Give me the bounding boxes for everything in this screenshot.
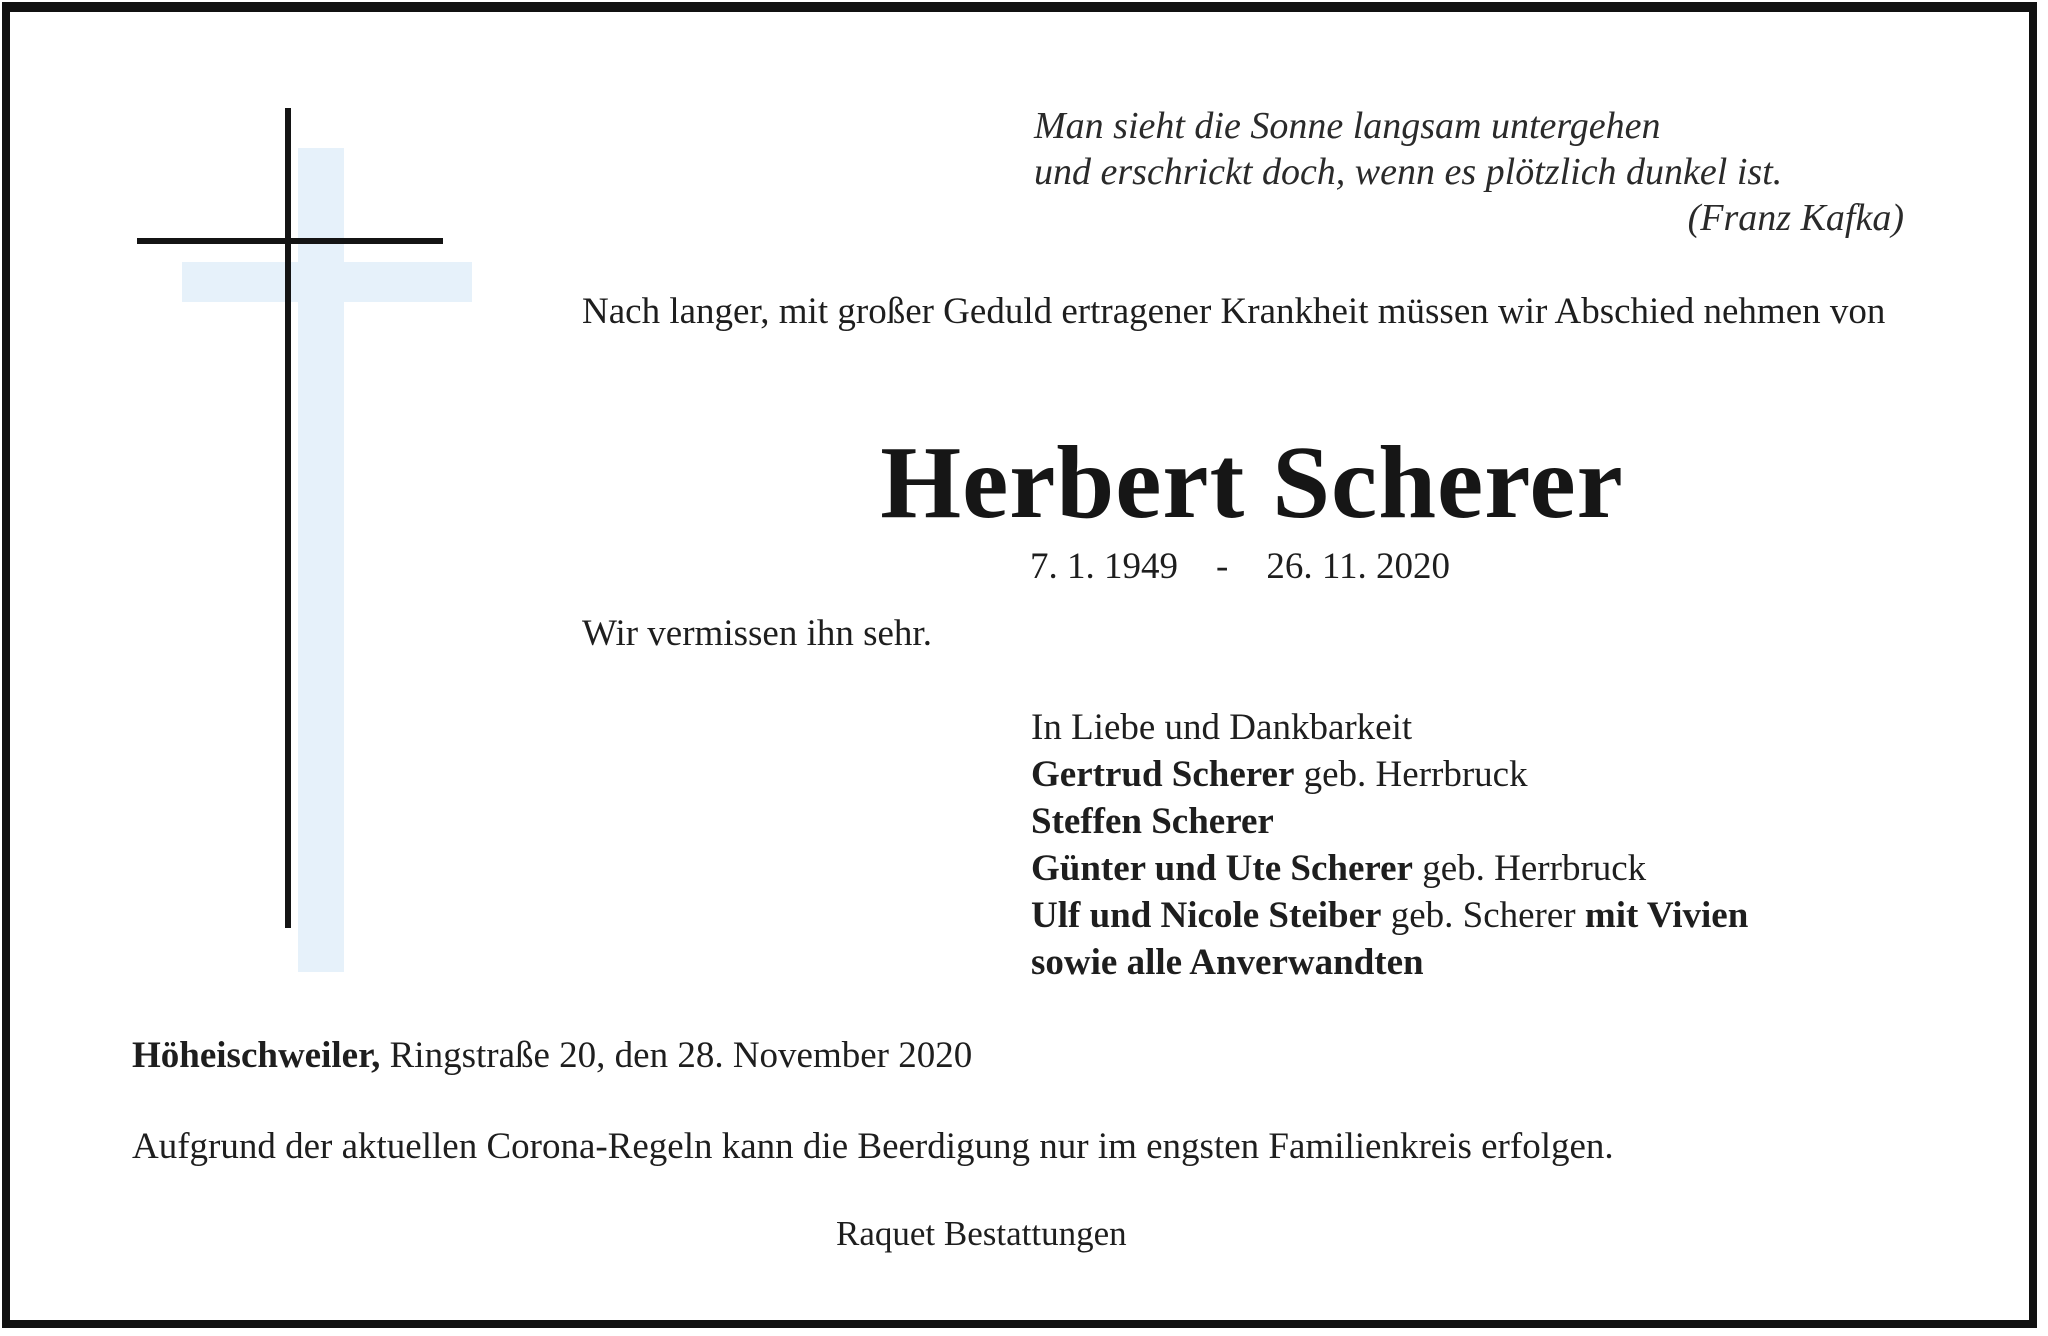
family-row — [1031, 939, 1748, 986]
undertaker-name: Raquet Bestattungen — [836, 1214, 1127, 1253]
family-member-extra: mit Vivien — [1584, 895, 1749, 936]
family-heading: In Liebe und Dankbarkeit — [1031, 707, 1413, 748]
cross-shadow-horizontal — [182, 262, 472, 302]
date-separator: - — [1216, 546, 1229, 587]
family-member-note: geb. Herrbruck — [1412, 848, 1647, 889]
address-and-date: Ringstraße 20, den 28. November 2020 — [380, 1035, 973, 1076]
family-member-name: Günter und Ute Scherer — [1031, 848, 1413, 889]
life-dates — [1030, 545, 1450, 589]
quote-line-1: Man sieht die Sonne langsam untergehen — [1034, 105, 1661, 147]
birth-date: 7. 1. 1949 — [1030, 546, 1178, 587]
corona-notice: Aufgrund der aktuellen Corona-Regeln kann die Beerdigung nur im engsten Familienkreis erfolgen. — [132, 1126, 1614, 1167]
family-member-name: Steffen Scherer — [1031, 801, 1274, 842]
family-row — [1031, 845, 1748, 892]
town-name: Höheischweiler, — [132, 1035, 381, 1076]
miss-text: Wir vermissen ihn sehr. — [582, 613, 932, 654]
family-member-name: Ulf und Nicole Steiber — [1031, 895, 1382, 936]
intro-text: Nach langer, mit großer Geduld ertragener Krankheit müssen wir Abschied nehmen von — [582, 291, 1886, 332]
cross-icon-vertical-beam — [285, 108, 291, 928]
family-row — [1031, 751, 1748, 798]
family-member-name: sowie alle Anverwandten — [1031, 942, 1424, 983]
death-date: 26. 11. 2020 — [1266, 546, 1450, 587]
family-row — [1031, 892, 1748, 939]
deceased-name: Herbert Scherer — [880, 425, 1624, 540]
quote-author: (Franz Kafka) — [1687, 197, 1904, 239]
family-signature — [1031, 704, 1748, 986]
family-member-note: geb. Herrbruck — [1294, 754, 1528, 795]
quote-line-2: und erschrickt doch, wenn es plötzlich dunkel ist. — [1034, 151, 1783, 193]
family-member-note: geb. Scherer — [1381, 895, 1585, 936]
kafka-quote — [1034, 103, 1904, 241]
place-and-date — [132, 1034, 972, 1078]
cross-icon-horizontal-beam — [137, 238, 443, 244]
family-row — [1031, 798, 1748, 845]
family-member-name: Gertrud Scherer — [1031, 754, 1295, 795]
